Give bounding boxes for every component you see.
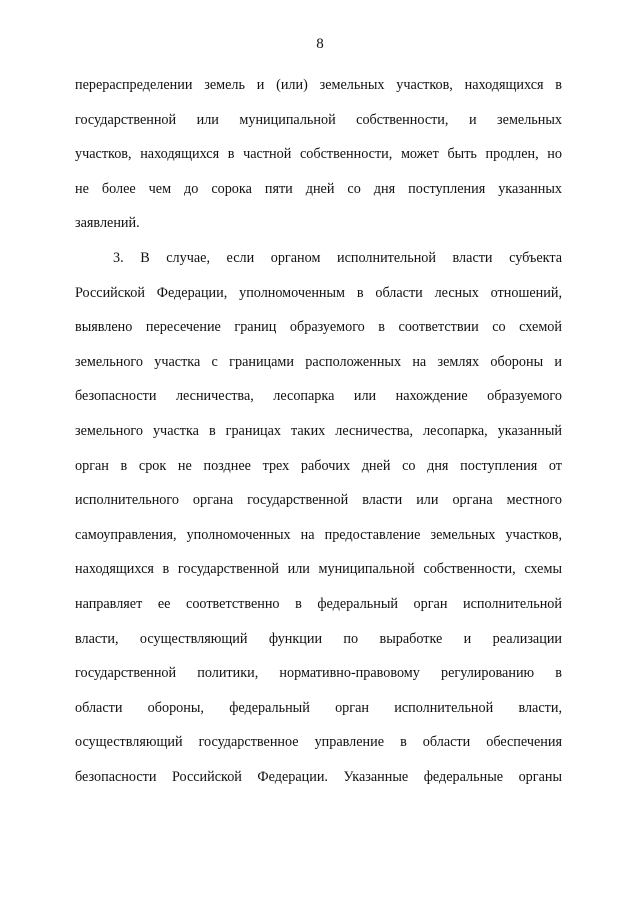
- text-line: осуществляющий государственное управление в области обеспечения: [75, 734, 562, 751]
- text-line: перераспределении земель и (или) земельных участков, находящихся в: [75, 77, 562, 93]
- text-line: государственной или муниципальной собственности, и земельных: [75, 111, 562, 128]
- text-line-paragraph-start: 3. В случае, если органом исполнительной власти субъекта: [113, 249, 562, 266]
- text-line: самоуправления, уполномоченных на предоставление земельных участков,: [75, 526, 562, 543]
- text-line-paragraph-end: заявлений.: [75, 215, 140, 232]
- text-line: находящихся в государственной или муниципальной собственности, схемы: [75, 561, 562, 578]
- text-line: участков, находящихся в частной собственности, может быть продлен, но: [75, 146, 562, 163]
- text-line: безопасности лесничества, лесопарка или нахождение образуемого: [75, 388, 562, 405]
- page-number: 8: [316, 36, 324, 52]
- text-line: не более чем до сорока пяти дней со дня поступления указанных: [75, 180, 562, 197]
- text-line: земельного участка с границами расположенных на землях обороны и: [75, 353, 562, 370]
- text-line: власти, осуществляющий функции по выработке и реализации: [75, 630, 562, 647]
- text-line: направляет ее соответственно в федеральный орган исполнительной: [75, 595, 562, 612]
- text-line: орган в срок не позднее трех рабочих дней со дня поступления от: [75, 457, 562, 474]
- document-body: [75, 68, 562, 794]
- text-line: области обороны, федеральный орган исполнительной власти,: [75, 699, 562, 716]
- text-line: исполнительного органа государственной власти или органа местного: [75, 492, 562, 509]
- text-line: Российской Федерации, уполномоченным в области лесных отношений,: [75, 284, 562, 301]
- text-line: земельного участка в границах таких лесничества, лесопарка, указанный: [75, 422, 562, 439]
- text-line: государственной политики, нормативно-правовому регулированию в: [75, 665, 562, 682]
- text-line: выявлено пересечение границ образуемого в соответствии со схемой: [75, 319, 562, 336]
- text-line: безопасности Российской Федерации. Указанные федеральные органы: [75, 768, 562, 785]
